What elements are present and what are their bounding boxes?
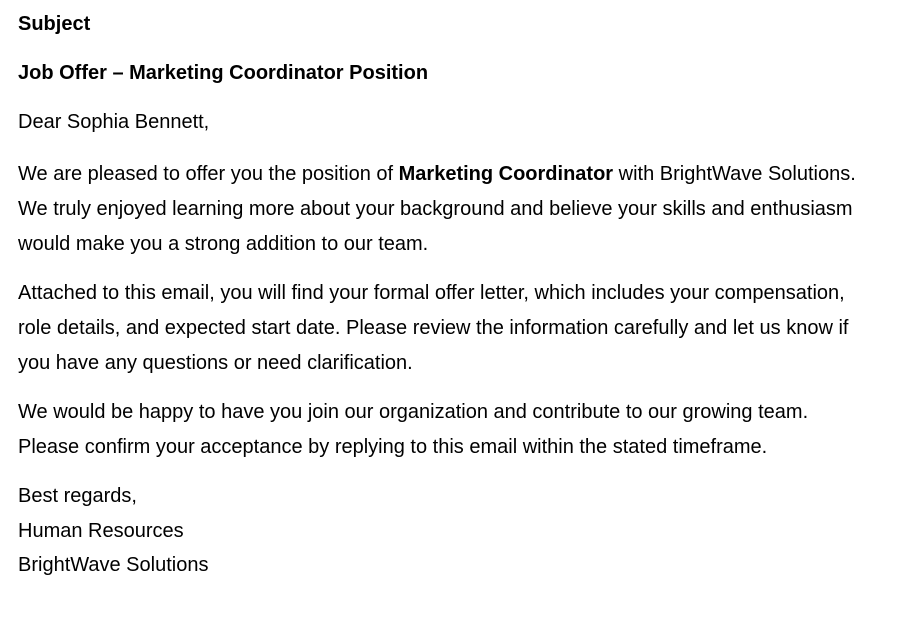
salutation: Dear Sophia Bennett,	[18, 111, 210, 133]
offer-paragraph	[18, 157, 868, 262]
acceptance-paragraph: We would be happy to have you join our organization and contribute to our growing team. Please confirm your acceptance by replying to this email within the stated timeframe.	[18, 401, 809, 458]
closing-line: Best regards,	[18, 485, 137, 507]
position-title: Marketing Coordinator	[398, 163, 614, 185]
signature-block	[18, 479, 900, 583]
email-subject: Job Offer – Marketing Coordinator Position	[18, 62, 429, 84]
signature-name: Human Resources	[18, 519, 184, 542]
offer-paragraph-rest: with BrightWave Solutions. We truly enjoyed learning more about your background and believe your skills and enthusiasm would make you a strong addition to our team.	[18, 163, 856, 255]
subject-label: Subject	[18, 13, 91, 35]
attachment-paragraph: Attached to this email, you will find your formal offer letter, which includes your compensation, role details, and expected start date. Please review the information carefully and let us know if you have any questions or need clarification.	[18, 282, 849, 374]
signature-company: BrightWave Solutions	[18, 554, 209, 576]
offer-paragraph-intro: We are pleased to offer you the position of	[18, 163, 399, 185]
